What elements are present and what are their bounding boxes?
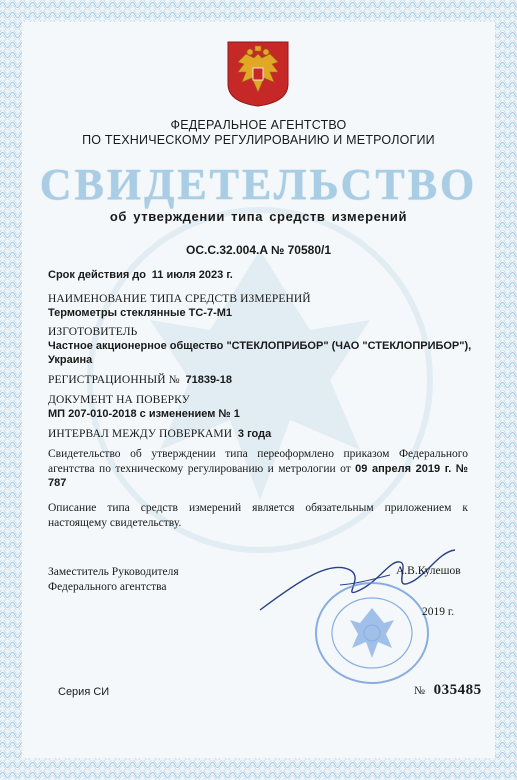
reissue-number: № 787 bbox=[48, 462, 469, 489]
signing-year: 2019 г. bbox=[422, 606, 455, 618]
instrument-label: НАИМЕНОВАНИЕ ТИПА СРЕДСТВ ИЗМЕРЕНИЙ bbox=[48, 293, 311, 305]
verification-doc-value: МП 207-010-2018 с изменением № 1 bbox=[48, 408, 240, 420]
form-series: Серия СИ bbox=[58, 686, 110, 698]
manufacturer-block bbox=[48, 325, 473, 367]
reissue-paragraph bbox=[48, 447, 468, 491]
reissue-text: Свидетельство об утверждении типа переоформлено приказом Федерального агентства по техническому регулированию и метрологии от bbox=[48, 448, 468, 475]
registration-label: РЕГИСТРАЦИОННЫЙ № bbox=[48, 374, 180, 386]
manufacturer-value-1: Частное акционерное общество "СТЕКЛОПРИБОР" (ЧАО "СТЕКЛОПРИБОР"), bbox=[48, 340, 472, 352]
registration-value: 71839-18 bbox=[185, 374, 232, 386]
validity-label: Срок действия до bbox=[48, 269, 147, 281]
verification-doc-label: ДОКУМЕНТ НА ПОВЕРКУ bbox=[48, 394, 190, 406]
signatory-position-1: Заместитель Руководителя bbox=[48, 566, 179, 578]
signatory-position-2: Федерального агентства bbox=[48, 580, 167, 593]
document-subtitle: об утверждении типа средств измерений bbox=[109, 209, 408, 224]
serial-number: 035485 bbox=[433, 682, 482, 698]
signatory-name: А.В.Кулешов bbox=[396, 565, 461, 577]
instrument-block bbox=[48, 292, 473, 320]
reissue-date: 09 апреля 2019 г. bbox=[355, 462, 452, 475]
annex-note: Описание типа средств измерений является обязательным приложением к настоящему свидетельству. bbox=[48, 502, 468, 529]
validity-value: 11 июля 2023 г. bbox=[151, 269, 233, 281]
manufacturer-value-2: Украина bbox=[48, 354, 93, 366]
instrument-value: Термометры стеклянные ТС-7-М1 bbox=[48, 307, 233, 319]
interval-row bbox=[48, 427, 473, 441]
certificate-number: OC.C.32.004.A № 70580/1 bbox=[185, 243, 331, 257]
serial-number-sign: № bbox=[414, 685, 425, 697]
agency-line-2: ПО ТЕХНИЧЕСКОМУ РЕГУЛИРОВАНИЮ И МЕТРОЛОГИИ bbox=[82, 133, 435, 147]
form-serial bbox=[414, 682, 482, 699]
coat-of-arms-icon bbox=[226, 40, 290, 108]
document-title: СВИДЕТЕЛЬСТВО bbox=[39, 160, 478, 209]
manufacturer-label: ИЗГОТОВИТЕЛЬ bbox=[48, 326, 138, 338]
signatory-position bbox=[48, 565, 179, 594]
validity-row bbox=[48, 268, 473, 282]
interval-label: ИНТЕРВАЛ МЕЖДУ ПОВЕРКАМИ bbox=[48, 428, 233, 440]
agency-line-1: ФЕДЕРАЛЬНОЕ АГЕНТСТВО bbox=[170, 118, 347, 132]
interval-value: 3 года bbox=[237, 428, 272, 440]
agency-name bbox=[40, 118, 477, 148]
registration-row bbox=[48, 373, 473, 387]
verification-doc-block bbox=[48, 393, 473, 421]
official-seal bbox=[312, 578, 442, 688]
